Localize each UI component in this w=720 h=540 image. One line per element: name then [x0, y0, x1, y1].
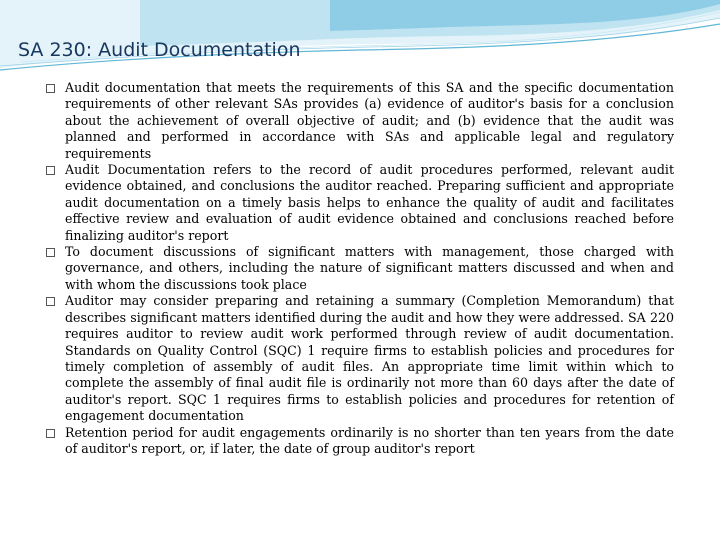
bullet-text: Retention period for audit engagements ordinarily is no shorter than ten years from the date of auditor's report, or, if later, the date of group auditor's report — [65, 424, 674, 456]
bullet-text: Auditor may consider preparing and retaining a summary (Completion Memorandum) that describes significant matters identified during the audit and how they were addressed. SA 220 requires auditor to review audit work performed through review of audit documentation. Standards on Quality Control (SQC) 1 require firms to establish policies and procedures for timely completion of assembly of audit files. An appropriate time limit within which to complete the assembly of final audit file is ordinarily not more than 60 days after the date of auditor's report. SQC 1 requires firms to establish policies and procedures for retention of engagement documentation — [65, 293, 674, 424]
empty-square-bullet-icon — [46, 429, 55, 438]
slide-title: SA 230: Audit Documentation — [18, 39, 301, 61]
empty-square-bullet-icon — [46, 297, 55, 306]
empty-square-bullet-icon — [46, 166, 55, 175]
empty-square-bullet-icon — [46, 84, 55, 93]
bullet-item — [46, 293, 674, 424]
bullet-text: To document discussions of significant matters with management, those charged with governance, and others, including the nature of significant matters discussed and when and with whom the discussions took place — [65, 244, 674, 292]
bullet-text: Audit documentation that meets the requirements of this SA and the specific documentation requirements of other relevant SAs provides (a) evidence of auditor's basis for a conclusion about the achievement of overall objective of audit; and (b) evidence that the audit was planned and performed in accordance with SAs and applicable legal and regulatory requirements — [65, 80, 674, 161]
bullet-item — [46, 244, 674, 293]
bullet-item — [46, 425, 674, 458]
bullet-list — [46, 80, 674, 457]
bullet-item — [46, 80, 674, 162]
bullet-text: Audit Documentation refers to the record of audit procedures performed, relevant audit evidence obtained, and conclusions the auditor reached. Preparing sufficient and appropriate audit documentation on a timely basis helps to enhance the quality of audit and facilitates effective review and evaluation of audit evidence obtained and conclusions reached before finalizing auditor's report — [65, 162, 674, 243]
bullet-item — [46, 162, 674, 244]
empty-square-bullet-icon — [46, 248, 55, 257]
